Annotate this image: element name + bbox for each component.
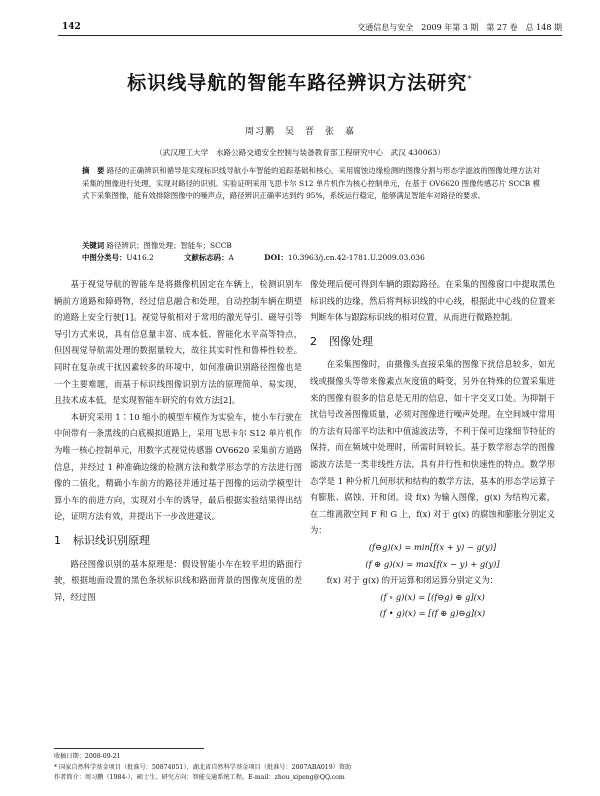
left-column (54, 276, 302, 605)
intro-paragraph-2: 本研究采用 1∶10 缩小的模型车模作为实验车，使小车行驶在中间带有一条黑线的白底模拟道路上，采用飞思卡尔 S12 单片机作为唯一核心控制单元，用数字式视觉传感器 OV6620 采集前方道路信息，并经过 1 种准确边缘的检测方法和数学形态学的方法进行图像的二值化，精确小车前方的路径并通过基于图像的运动学模型计算小车的前进方向，实现对小车的诱导，最后根据实验结果得出结论，证明方法有效，并提出下一步改进建议。 (54, 411, 302, 522)
equation-opening: (f ∘ g)(x) = [(f⊖g) ⊕ g](x) (380, 591, 485, 602)
received-date: 收稿日期：2008-09-21 (54, 753, 121, 760)
classification-meta (82, 252, 540, 263)
affiliation: （武汉理工大学 水路公路交通安全控制与装备教育部工程研究中心 武汉 430063） (155, 148, 445, 157)
section-2-heading (310, 334, 555, 351)
doc-code (184, 253, 248, 262)
section-2-paragraph: 在采集图像时，由摄像头直接采集的图像下扰信息较多，如光线或摄像头等带来像素点灰度值的畸变，另外在特殊的位置采集进来的图像有很多的信息是无用的信息，如十字交叉口处。为抑制干扰信号改善图像质量，必须对图像进行噪声处理。在空间域中常用的方法有局部平均法和中值滤波法等，不利于保可边缘细节特征的保持，而在频域中处理时，所需时间较长。基于数学形态学的图像滤波方法是一类非线性方法，具有并行性和快速性的特点。数学形态学是 1 种分析几何形状和结构的数学方法，基本的形态学运算子有膨胀、腐蚀、开和闭。设 f(x) 为输入图像，g(x) 为结构元素，在二维离散空间 F 和 G 上，f(x) 对于 g(x) 的腐蚀和膨胀分别定义为： (310, 359, 555, 536)
keywords (82, 240, 540, 251)
doc-label: 文献标志码： (184, 253, 229, 262)
clc-label: 中图分类号： (82, 253, 127, 262)
keywords-text: 路径辨识；图像处理；智能车；SCCB (106, 241, 232, 250)
doi-value: 10.3963/j.cn.42-1781.U.2009.03.036 (287, 253, 425, 262)
intro-paragraph-1: 基于视觉导航的智能车是将摄像机固定在车辆上，检测识别车辆前方道路和障碍物，经过信息融合和处理，自动控制车辆在期望的道路上安全行驶[1]。视觉导航相对于常用的激光导引、磁导引等导引方式来说，具有信息量丰富、成本低、智能化水平高等特点，但因视觉导航需处理的数据量较大，故往其实时性和鲁棒性较差。同时在复杂或干扰因素较多的环境中，如何准确识别路径图像也是一个主要难题，而基于标识线图像识别方法的原理简单、易实现，且技术成本低，是实现智能车研究的有效方法[2]。 (54, 279, 302, 406)
section-1-title: 标识线识别原理 (73, 533, 150, 547)
page-number: 142 (62, 22, 81, 32)
section-2-number: 2 (310, 334, 317, 348)
section-1-heading (54, 533, 302, 550)
author-bio: 作者简介：周习鹏（1984-），硕士生。研究方向：智能交通系统工程。E-mail：zhou_xipeng@QQ.com (54, 774, 345, 781)
fund-note: * 国家自然科学基金项目（批准号：50874051）、湖北省自然科学基金项目（批准号：2007ABA019）资助 (54, 763, 352, 771)
running-header (58, 20, 562, 36)
right-column (310, 276, 555, 622)
doc-value: A (228, 253, 234, 262)
section-2-paragraph-2: f(x) 对于 g(x) 的开运算和闭运算分别定义为： (326, 575, 498, 586)
equation-erosion: (f⊖g)(x) = min[f(x + y) − g(y)] (368, 541, 497, 552)
header-rule (58, 35, 562, 36)
footnotes (54, 748, 560, 784)
abstract-text: 路径的正确辨识和循导是实现标识线导航小车智能的追踪基础和核心，采用腐蚀边缘检测的图像分割与形态学滤波的图像处理方法对采集的图像进行处理，实现对路径的识别。实验证明采用飞思卡尔 S12 单片机作为核心控制单元，在基于 OV6620 图像传感芯片 SCCB 模式下采集图像，能有效排除图像中的噪声点，路径辨识正确率达到约 95%，系统运行稳定，能够满足智能车对路径的要求。 (82, 166, 540, 201)
abstract-label: 摘 要 (82, 166, 105, 175)
doi (264, 253, 439, 262)
section-1-continued: 像处理后便可得到车辆的跟踪路径。在采集的图像窗口中提取黑色标识线的边缘，然后将判标识线的中心线，根据此中心线的位置来判断车体与跟踪标识线的相对位置，从而进行微路控制。 (310, 279, 555, 323)
section-1-paragraph: 路径图像识别的基本原理是：假设智能小车在较平坦的路面行驶，根据地面设置的黑色条状标识线和路面背景的图像灰度值的差异，经过图 (54, 558, 302, 602)
equation-dilation: (f ⊕ g)(x) = max[f(x − y) + g(y)] (365, 558, 500, 569)
title-footnote-mark: * (467, 74, 473, 85)
journal-info: 交通信息与安全 2009 年第 3 期 第 27 卷 总 148 期 (357, 23, 562, 32)
authors: 周习鹏 吴 晋 张 嘉 (244, 127, 355, 137)
equation-closing: (f • g)(x) = [(f ⊕ g)⊖g](x) (379, 608, 486, 619)
section-1-number: 1 (54, 533, 61, 547)
clc (82, 253, 168, 262)
abstract (82, 165, 540, 203)
section-2-title: 图像处理 (329, 334, 373, 348)
keywords-label: 关键词 (82, 241, 105, 250)
doi-label: DOI： (264, 253, 288, 262)
title-text: 标识线导航的智能车路径辨识方法研究 (127, 72, 468, 94)
clc-value: U416.2 (126, 253, 154, 262)
paper-title (40, 68, 560, 95)
footnote-rule (54, 748, 204, 749)
